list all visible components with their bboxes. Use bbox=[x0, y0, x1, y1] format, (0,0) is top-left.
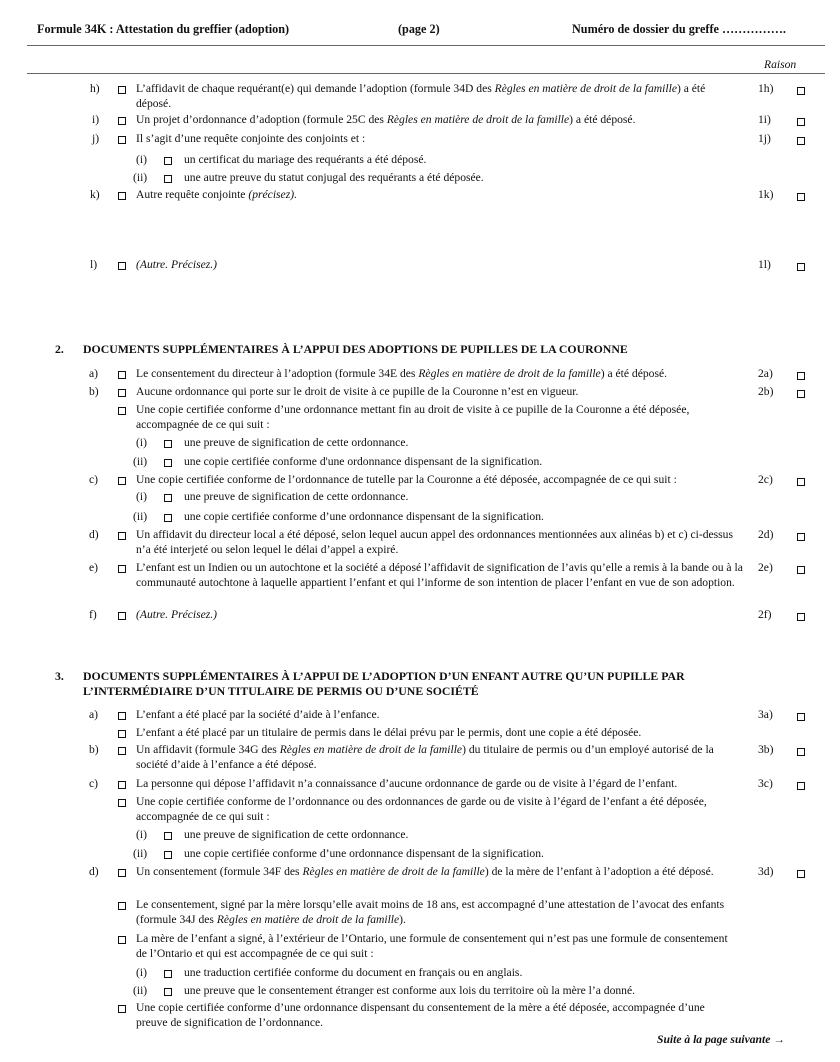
item-label: d) bbox=[89, 528, 99, 541]
item-text: L’enfant a été placé par la société d’aide à l’enfance. bbox=[136, 708, 380, 721]
item-text: Une copie certifiée conforme de l’ordonnance ou des ordonnances de garde ou de visite à l’égard de l’enfant a été déposée, accompagnée de ce qui suit : bbox=[136, 795, 707, 823]
item-checkbox[interactable] bbox=[118, 747, 126, 755]
reason-code: 2b) bbox=[758, 385, 774, 398]
item-text: Il s’agit d’une requête conjointe des conjoints et : bbox=[136, 132, 366, 145]
header-rule bbox=[27, 45, 825, 46]
item-checkbox[interactable] bbox=[118, 407, 126, 415]
reason-checkbox[interactable] bbox=[797, 137, 805, 145]
item-checkbox[interactable] bbox=[118, 477, 126, 485]
reason-code: 2c) bbox=[758, 473, 773, 486]
item-label: (i) bbox=[136, 966, 147, 979]
item-text: une copie certifiée conforme d’une ordonnance dispensant de la signification. bbox=[184, 510, 544, 523]
item-text: La personne qui dépose l’affidavit n’a connaissance d’aucune ordonnance de garde ou de visite à l’égard de l’enfant. bbox=[136, 777, 678, 790]
item-label: (ii) bbox=[133, 510, 148, 523]
reason-checkbox[interactable] bbox=[797, 533, 805, 541]
item-checkbox[interactable] bbox=[118, 532, 126, 540]
item-checkbox[interactable] bbox=[164, 440, 172, 448]
item-label: d) bbox=[89, 865, 99, 878]
item-checkbox[interactable] bbox=[164, 832, 172, 840]
item-label: i) bbox=[92, 113, 100, 126]
item-label: j) bbox=[92, 132, 100, 145]
reason-code: 3a) bbox=[758, 708, 773, 721]
reason-code: 1l) bbox=[758, 258, 771, 271]
reason-code: 3b) bbox=[758, 743, 774, 756]
section-3-number: 3. bbox=[55, 669, 64, 683]
item-text: une traduction certifiée conforme du document en français ou en anglais. bbox=[184, 966, 523, 979]
item-text: (Autre. Précisez.) bbox=[136, 608, 218, 621]
reason-checkbox[interactable] bbox=[797, 118, 805, 126]
reason-code: 1i) bbox=[758, 113, 771, 126]
item-label: h) bbox=[90, 82, 100, 95]
reason-code: 1h) bbox=[758, 82, 774, 95]
page-number: (page 2) bbox=[398, 22, 440, 36]
item-label: c) bbox=[89, 473, 99, 486]
item-text: L’affidavit de chaque requérant(e) qui demande l’adoption (formule 34D des Règles en matière de droit de la famille) a été déposé. bbox=[136, 82, 706, 110]
item-label: (i) bbox=[136, 490, 147, 503]
item-text: (Autre. Précisez.) bbox=[136, 258, 218, 271]
reason-code: 2a) bbox=[758, 367, 773, 380]
reason-checkbox[interactable] bbox=[797, 87, 805, 95]
item-checkbox[interactable] bbox=[164, 494, 172, 502]
item-text: une preuve que le consentement étranger est conforme aux lois du territoire où la mère l’a donné. bbox=[184, 984, 636, 997]
item-text: une copie certifiée conforme d'une ordonnance dispensant de la signification. bbox=[184, 455, 543, 468]
item-label: (ii) bbox=[133, 455, 148, 468]
item-checkbox[interactable] bbox=[118, 612, 126, 620]
section-3-title: DOCUMENTS SUPPLÉMENTAIRES À L’APPUI DE L’ADOPTION D’UN ENFANT AUTRE QU’UN PUPILLE PAR L’INTERMÉDIAIRE D’UN TITULAIRE DE PERMIS OU D’UNE SOCIÉTÉ bbox=[83, 669, 685, 698]
section-2-number: 2. bbox=[55, 342, 64, 356]
reason-checkbox[interactable] bbox=[797, 713, 805, 721]
item-label: b) bbox=[89, 385, 99, 398]
item-checkbox[interactable] bbox=[164, 988, 172, 996]
item-checkbox[interactable] bbox=[118, 371, 126, 379]
item-checkbox[interactable] bbox=[164, 514, 172, 522]
reason-code: 1k) bbox=[758, 188, 774, 201]
item-text: Un projet d’ordonnance d’adoption (formule 25C des Règles en matière de droit de la famille) a été déposé. bbox=[136, 113, 636, 126]
item-checkbox[interactable] bbox=[118, 902, 126, 910]
item-label: f) bbox=[89, 608, 97, 621]
item-checkbox[interactable] bbox=[118, 1005, 126, 1013]
item-text: Une copie certifiée conforme d’une ordonnance mettant fin au droit de visite à ce pupille de la Couronne a été déposée, accompagnée de ce qui suit : bbox=[136, 403, 690, 431]
raison-label: Raison bbox=[764, 58, 797, 71]
item-label: e) bbox=[89, 561, 99, 574]
item-checkbox[interactable] bbox=[118, 936, 126, 944]
reason-checkbox[interactable] bbox=[797, 372, 805, 380]
item-checkbox[interactable] bbox=[164, 970, 172, 978]
item-label: k) bbox=[90, 188, 100, 201]
item-text: L’enfant est un Indien ou un autochtone et la société a déposé l’affidavit de signification de l’avis qu’elle a remis à la bande ou à la communauté autochtone à laquelle appartient l’enfant et qui l’informe de son intention de placer l’enfant en vue de son adoption. bbox=[136, 561, 743, 589]
item-checkbox[interactable] bbox=[118, 565, 126, 573]
reason-checkbox[interactable] bbox=[797, 870, 805, 878]
reason-checkbox[interactable] bbox=[797, 748, 805, 756]
reason-checkbox[interactable] bbox=[797, 478, 805, 486]
item-text: Une copie certifiée conforme de l’ordonnance de tutelle par la Couronne a été déposée, accompagnée de ce qui suit : bbox=[136, 473, 677, 486]
form-title: Formule 34K : Attestation du greffier (adoption) bbox=[37, 22, 290, 36]
continued-note: Suite à la page suivante → bbox=[657, 1033, 785, 1046]
item-label: b) bbox=[89, 743, 99, 756]
item-text: une preuve de signification de cette ordonnance. bbox=[184, 828, 409, 841]
item-checkbox[interactable] bbox=[118, 192, 126, 200]
reason-code: 2d) bbox=[758, 528, 774, 541]
reason-checkbox[interactable] bbox=[797, 193, 805, 201]
item-text: Un consentement (formule 34F des Règles en matière de droit de la famille) de la mère de l’enfant à l’adoption a été déposé. bbox=[136, 865, 714, 878]
reason-checkbox[interactable] bbox=[797, 390, 805, 398]
item-text: une autre preuve du statut conjugal des requérants a été déposée. bbox=[184, 171, 484, 184]
item-label: (i) bbox=[136, 153, 147, 166]
item-checkbox[interactable] bbox=[118, 117, 126, 125]
item-text: un certificat du mariage des requérants a été déposé. bbox=[184, 153, 427, 166]
item-checkbox[interactable] bbox=[118, 799, 126, 807]
item-label: (ii) bbox=[133, 984, 148, 997]
item-checkbox[interactable] bbox=[118, 781, 126, 789]
item-checkbox[interactable] bbox=[118, 86, 126, 94]
reason-code: 1j) bbox=[758, 132, 771, 145]
item-checkbox[interactable] bbox=[118, 730, 126, 738]
item-text: Autre requête conjointe (précisez). bbox=[136, 188, 297, 201]
court-file-number: Numéro de dossier du greffe ……………. bbox=[572, 22, 786, 36]
raison-rule bbox=[27, 73, 825, 74]
item-label: c) bbox=[89, 777, 99, 790]
reason-code: 2f) bbox=[758, 608, 772, 621]
reason-code: 3d) bbox=[758, 865, 774, 878]
item-text: Le consentement du directeur à l’adoption (formule 34E des Règles en matière de droit de la famille) a été déposé. bbox=[136, 367, 667, 380]
item-text: une preuve de signification de cette ordonnance. bbox=[184, 436, 409, 449]
item-label: (ii) bbox=[133, 847, 148, 860]
item-checkbox[interactable] bbox=[118, 712, 126, 720]
item-label: a) bbox=[89, 367, 99, 380]
item-text: Une copie certifiée conforme d’une ordonnance dispensant du consentement de la mère a été déposée, accompagnée d’une preuve de signification de l’ordonnance. bbox=[136, 1001, 705, 1029]
item-checkbox[interactable] bbox=[164, 459, 172, 467]
reason-code: 3c) bbox=[758, 777, 773, 790]
item-checkbox[interactable] bbox=[118, 136, 126, 144]
reason-code: 2e) bbox=[758, 561, 773, 574]
item-checkbox[interactable] bbox=[164, 157, 172, 165]
item-text: L’enfant a été placé par un titulaire de permis dans le délai prévu par le permis, dont une copie a été déposée. bbox=[136, 726, 642, 739]
reason-checkbox[interactable] bbox=[797, 782, 805, 790]
item-checkbox[interactable] bbox=[164, 851, 172, 859]
item-checkbox[interactable] bbox=[118, 869, 126, 877]
item-text: Aucune ordonnance qui porte sur le droit de visite à ce pupille de la Couronne n’est en vigueur. bbox=[136, 385, 579, 398]
reason-checkbox[interactable] bbox=[797, 566, 805, 574]
item-label: (i) bbox=[136, 828, 147, 841]
reason-checkbox[interactable] bbox=[797, 613, 805, 621]
item-checkbox[interactable] bbox=[118, 262, 126, 270]
item-text: Un affidavit (formule 34G des Règles en matière de droit de la famille) du titulaire de permis ou d’un employé autorisé de la société d’aide à l’enfance a été déposé. bbox=[136, 743, 714, 771]
item-label: a) bbox=[89, 708, 99, 721]
item-label: (ii) bbox=[133, 171, 148, 184]
item-checkbox[interactable] bbox=[164, 175, 172, 183]
item-text: La mère de l’enfant a signé, à l’extérieur de l’Ontario, une formule de consentement qui n’est pas une formule de consentement de l’Ontario et qui est accompagnée de ce qui suit : bbox=[136, 932, 728, 960]
item-text: Le consentement, signé par la mère lorsqu’elle avait moins de 18 ans, est accompagné d’une attestation de l’avocat des enfants (formule 34J des Règles en matière de droit de la famille). bbox=[136, 898, 725, 926]
reason-checkbox[interactable] bbox=[797, 263, 805, 271]
item-label: l) bbox=[90, 258, 98, 271]
item-label: (i) bbox=[136, 436, 147, 449]
item-text: une preuve de signification de cette ordonnance. bbox=[184, 490, 409, 503]
item-text: Un affidavit du directeur local a été déposé, selon lequel aucun appel des ordonnances mentionnées aux alinéas b) et c) ci-dessus n’a été interjeté ou selon lequel le délai d’appel a expiré. bbox=[136, 528, 733, 556]
section-2-title: DOCUMENTS SUPPLÉMENTAIRES À L’APPUI DES ADOPTIONS DE PUPILLES DE LA COURONNE bbox=[83, 342, 628, 356]
item-checkbox[interactable] bbox=[118, 389, 126, 397]
item-text: une copie certifiée conforme d’une ordonnance dispensant de la signification. bbox=[184, 847, 544, 860]
